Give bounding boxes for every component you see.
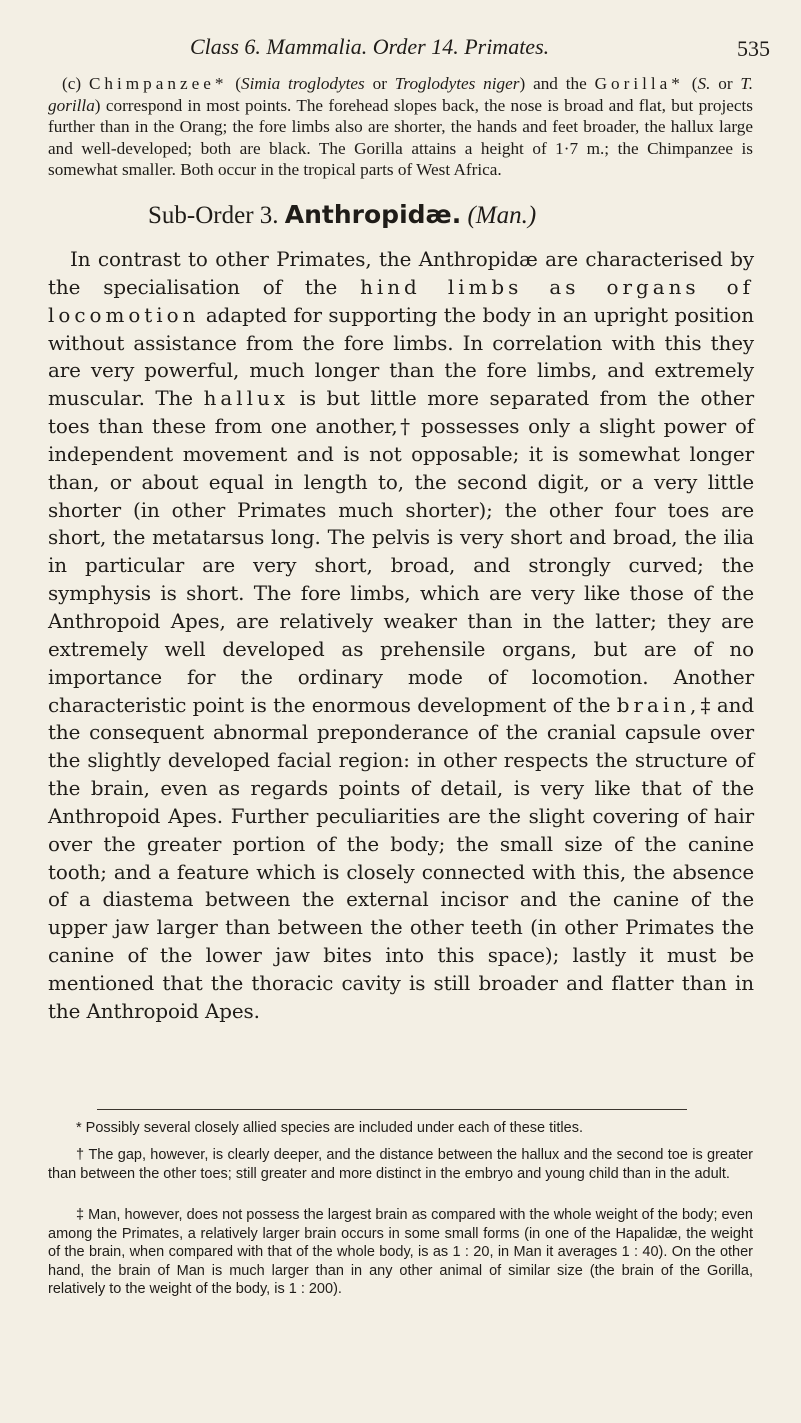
suborder-common-name: (Man.) xyxy=(467,202,537,229)
or-text: or xyxy=(718,74,733,93)
chimpanzee-name: Chimpanzee* xyxy=(88,74,228,93)
spaced-term: hind limbs as organs of locomotion xyxy=(48,275,754,327)
running-title: Class 6. Mammalia. Order 14. Primates. xyxy=(190,34,550,59)
text-run: adapted for supporting the body in an upright position without assistance from the fore limbs. In correlation with this they are very powerful, much longer than the fore limbs, and extremely muscular. The xyxy=(48,303,754,411)
text-run: is but little more separated from the other toes than these from one another,† possesses only a slight power of independent movement and is not opposable; it is somewhat longer than, or about equal in length to, the second digit, or a very little shorter (in other Primates much shorter); the other four toes are short, the metatarsus long. The pelvis is very short and broad, the ilia in particular are very short, broad, and strongly curved; the symphysis is short. The fore limbs, which are very like those of the Anthropoid Apes, are relatively weaker than in the latter; they are extremely well developed as prehensile organs, but are of no importance for the ordinary mode of locomotion. Another characteristic point is the enormous development of the xyxy=(48,387,755,717)
chimpanzee-gorilla-paragraph: (c) Chimpanzee* (Simia troglodytes or Troglodytes niger) and the Gorilla* (S. or T. gorilla) correspond in most points. The forehead slopes back, the nose is broad and flat, but projects further than in the Orang; the fore limbs also are shorter, the hands and feet broader, the hallux large and well-developed; both are black. The Gorilla attains a height of 1·7 m.; the Chimpanzee is somewhat smaller. Both occur in the tropical parts of West Africa. xyxy=(48,74,753,179)
latin-name: S. xyxy=(697,74,711,93)
suborder-name: Anthropidæ. xyxy=(284,200,462,229)
suborder-prefix: Sub-Order 3. xyxy=(148,202,279,229)
latin-name: T. gorilla xyxy=(48,74,753,115)
latin-name: Simia troglodytes xyxy=(241,74,365,93)
and-text: and the xyxy=(533,74,587,93)
latin-name: Troglodytes niger xyxy=(394,74,520,93)
body-paragraph xyxy=(48,246,754,1026)
spaced-term: hallux xyxy=(203,387,289,411)
gorilla-name: Gorilla* xyxy=(594,74,684,93)
text-run: ‡ and the consequent abnormal preponderance of the cranial capsule over the slightly developed facial region: in other respects the structure of the brain, even as regards points of detail, is very like that of the Anthropoid Apes. Further peculiarities are the slight covering of hair over the greater portion of the body; the small size of the canine tooth; and a feature which is closely connected with this, the absence of a diastema between the external incisor and the canine of the upper jaw larger than between the other teeth (in other Primates the canine of the lower jaw bites into this space); lastly it must be mentioned that the thoracic cavity is still broader and flatter than in the Anthropoid Apes. xyxy=(48,693,755,1023)
spaced-term: brain, xyxy=(616,693,701,717)
text-run: In contrast to other Primates, the Anthropidæ are characterised by the specialisation of the xyxy=(48,248,754,299)
footnote-rule xyxy=(97,1109,687,1110)
suborder-heading xyxy=(148,200,748,230)
footnote: * Possibly several closely allied species are included under each of these titles. xyxy=(76,1120,583,1136)
page-number: 535 xyxy=(737,36,770,61)
paragraph-text: ) correspond in most points. The forehead slopes back, the nose is broad and flat, but projects further than in the Orang; the fore limbs also are shorter, the hands and feet broader, the hallux large and well-developed; both are black. The Gorilla attains a height of 1·7 m.; the Chimpanzee is somewhat smaller. Both occur in the tropical parts of West Africa. xyxy=(48,95,753,179)
footnote: ‡ Man, however, does not possess the largest brain as compared with the whole weight of the body; even among the Primates, a relatively larger brain occurs in some small forms (in one of the Hapalidæ, the weight of the brain, when compared with that of the whole body, is as 1 : 20, in Man it averages 1 : 40). On the other hand, the brain of Man is much larger than in any other animal of similar size (the brain of the Gorilla, relatively to the weight of the body, is 1 : 200). xyxy=(48,1207,753,1298)
item-label: (c) xyxy=(62,74,82,93)
footnote: † The gap, however, is clearly deeper, and the distance between the hallux and the second toe is greater than between the other toes; still greater and more distinct in the embryo and young child than in the adult. xyxy=(48,1147,753,1182)
or-text: or xyxy=(372,74,387,93)
